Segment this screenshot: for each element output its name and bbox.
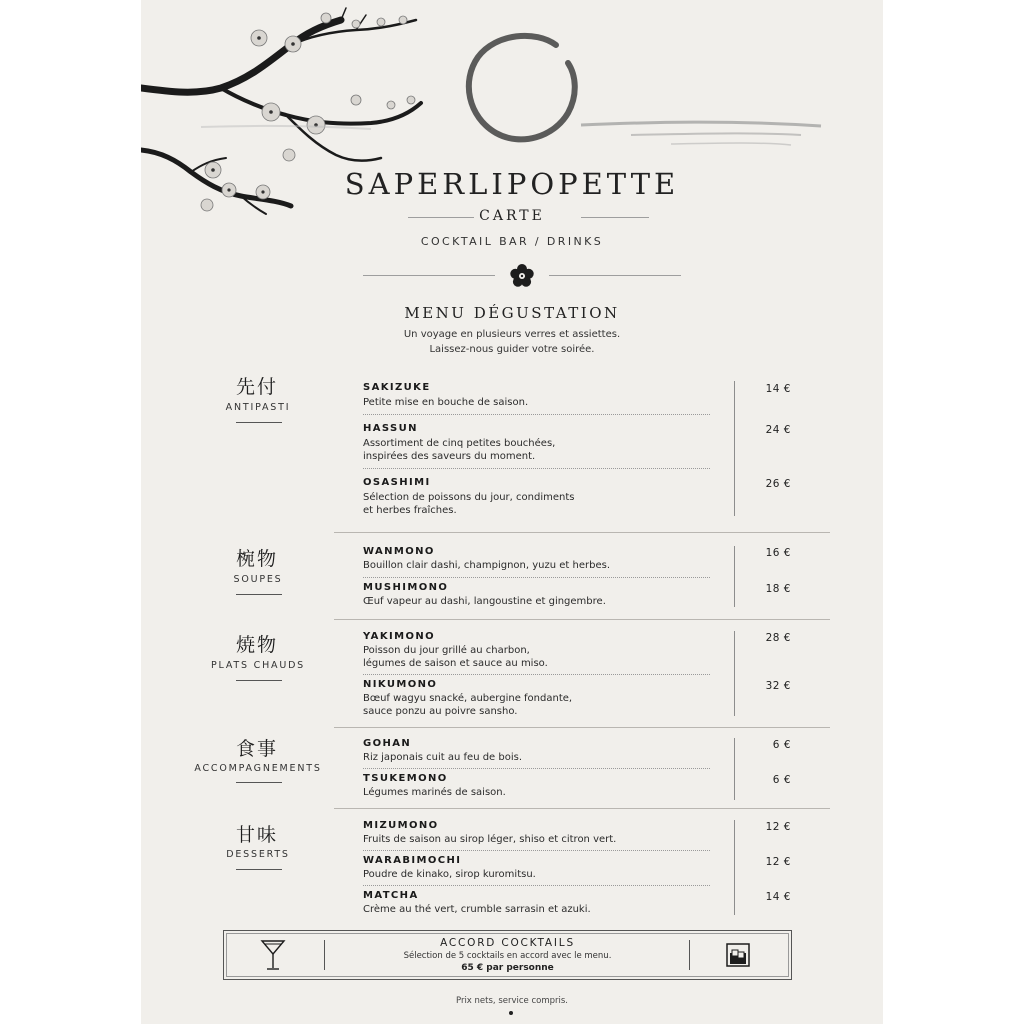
menu-item-price: 24 € <box>765 424 791 436</box>
item-separator <box>363 577 710 578</box>
section-underline <box>236 422 282 423</box>
section-divider <box>334 532 830 533</box>
section-divider <box>334 808 830 809</box>
menu-item-description: inspirées des saveurs du moment. <box>363 451 536 462</box>
price-divider <box>734 820 735 915</box>
item-separator <box>363 850 710 851</box>
section-plats-chauds-title: PLATS CHAUDS <box>210 660 306 671</box>
section-antipasti-kanji: 先付 <box>235 376 278 398</box>
rocks-glass-icon <box>725 941 751 969</box>
menu-item-name: TSUKEMONO <box>363 773 448 784</box>
section-underline <box>236 782 282 783</box>
menu-item-description: Légumes marinés de saison. <box>363 787 506 798</box>
price-divider <box>734 381 735 516</box>
menu-item-description: Crème au thé vert, crumble sarrasin et azuki. <box>363 904 591 915</box>
menu-item-price: 28 € <box>765 632 791 644</box>
menu-title: MENU DÉGUSTATION <box>404 304 620 322</box>
menu-item-description: légumes de saison et sauce au miso. <box>363 658 548 669</box>
menu-item-description: Assortiment de cinq petites bouchées, <box>363 438 556 449</box>
section-soupes-kanji: 椀物 <box>235 548 278 570</box>
menu-item-name: NIKUMONO <box>363 679 438 690</box>
menu-page <box>141 0 883 1024</box>
menu-item-description: et herbes fraîches. <box>363 505 457 516</box>
section-desserts-title: DESSERTS <box>226 849 290 860</box>
menu-item-description: Bœuf wagyu snacké, aubergine fondante, <box>363 693 573 704</box>
ornament-rule-right <box>549 275 681 276</box>
menu-item-price: 6 € <box>772 774 791 786</box>
menu-item-description: Riz japonais cuit au feu de bois. <box>363 752 523 763</box>
section-underline <box>236 680 282 681</box>
item-separator <box>363 414 710 415</box>
pairing-title: ACCORD COCKTAILS <box>440 937 575 949</box>
section-plats-chauds-kanji: 焼物 <box>235 634 278 656</box>
blossom-icon <box>509 263 535 289</box>
menu-intro-line-1: Un voyage en plusieurs verres et assiettes. <box>403 329 621 340</box>
item-separator <box>363 468 710 469</box>
menu-item-description: Petite mise en bouche de saison. <box>363 397 529 408</box>
menu-item-price: 26 € <box>765 478 791 490</box>
menu-item-name: GOHAN <box>363 738 412 749</box>
menu-item-price: 16 € <box>765 547 791 559</box>
pairing-description: Sélection de 5 cocktails en accord avec le menu. <box>403 951 612 961</box>
menu-item-price: 32 € <box>765 680 791 692</box>
footer-dot <box>509 1011 513 1015</box>
tagline: COCKTAIL BAR / DRINKS <box>420 235 604 248</box>
menu-item-price: 6 € <box>772 739 791 751</box>
mist-strokes-left-icon <box>181 115 381 145</box>
menu-item-description: Poudre de kinako, sirop kuromitsu. <box>363 869 536 880</box>
menu-item-price: 14 € <box>765 891 791 903</box>
menu-item-price: 12 € <box>765 856 791 868</box>
menu-item-name: SAKIZUKE <box>363 382 431 393</box>
menu-item-price: 12 € <box>765 821 791 833</box>
section-accompagnements-kanji: 食事 <box>235 738 278 760</box>
section-underline <box>236 869 282 870</box>
section-divider <box>334 727 830 728</box>
section-accompagnements-title: ACCOMPAGNEMENTS <box>194 763 322 774</box>
menu-item-description: Poisson du jour grillé au charbon, <box>363 645 530 656</box>
menu-item-name: HASSUN <box>363 423 418 434</box>
menu-item-price: 14 € <box>765 383 791 395</box>
menu-item-price: 18 € <box>765 583 791 595</box>
menu-item-description: Œuf vapeur au dashi, langoustine et gingembre. <box>363 596 606 607</box>
price-divider <box>734 738 735 800</box>
menu-item-name: MATCHA <box>363 890 419 901</box>
menu-item-name: YAKIMONO <box>363 631 436 642</box>
section-desserts-kanji: 甘味 <box>235 824 278 846</box>
item-separator <box>363 674 710 675</box>
section-underline <box>236 594 282 595</box>
menu-item-name: OSASHIMI <box>363 477 431 488</box>
menu-item-name: MIZUMONO <box>363 820 439 831</box>
footer-note: Prix nets, service compris. <box>455 996 569 1006</box>
brand-name: SAPERLIPOPETTE <box>344 167 680 201</box>
page-title: CARTE <box>479 208 545 224</box>
section-soupes-title: SOUPES <box>233 574 283 585</box>
menu-item-description: Bouillon clair dashi, champignon, yuzu et herbes. <box>363 560 611 571</box>
menu-item-name: MUSHIMONO <box>363 582 449 593</box>
section-antipasti-title: ANTIPASTI <box>225 402 291 413</box>
title-rule-right <box>581 217 649 218</box>
ornament-rule-left <box>363 275 495 276</box>
price-divider <box>734 631 735 716</box>
enso-circle-icon <box>456 25 586 150</box>
menu-item-name: WARABIMOCHI <box>363 855 462 866</box>
item-separator <box>363 768 710 769</box>
item-separator <box>363 885 710 886</box>
mist-strokes-icon <box>571 110 831 155</box>
menu-intro-line-2: Laissez-nous guider votre soirée. <box>429 344 595 355</box>
menu-item-description: Fruits de saison au sirop léger, shiso et citron vert. <box>363 834 617 845</box>
price-divider <box>734 546 735 607</box>
pairing-divider-right <box>689 940 690 970</box>
menu-item-description: Sélection de poissons du jour, condiments <box>363 492 575 503</box>
section-divider <box>334 619 830 620</box>
menu-item-description: sauce ponzu au poivre sansho. <box>363 706 518 717</box>
pairing-price: 65 € par personne <box>461 963 554 973</box>
menu-item-name: WANMONO <box>363 546 435 557</box>
